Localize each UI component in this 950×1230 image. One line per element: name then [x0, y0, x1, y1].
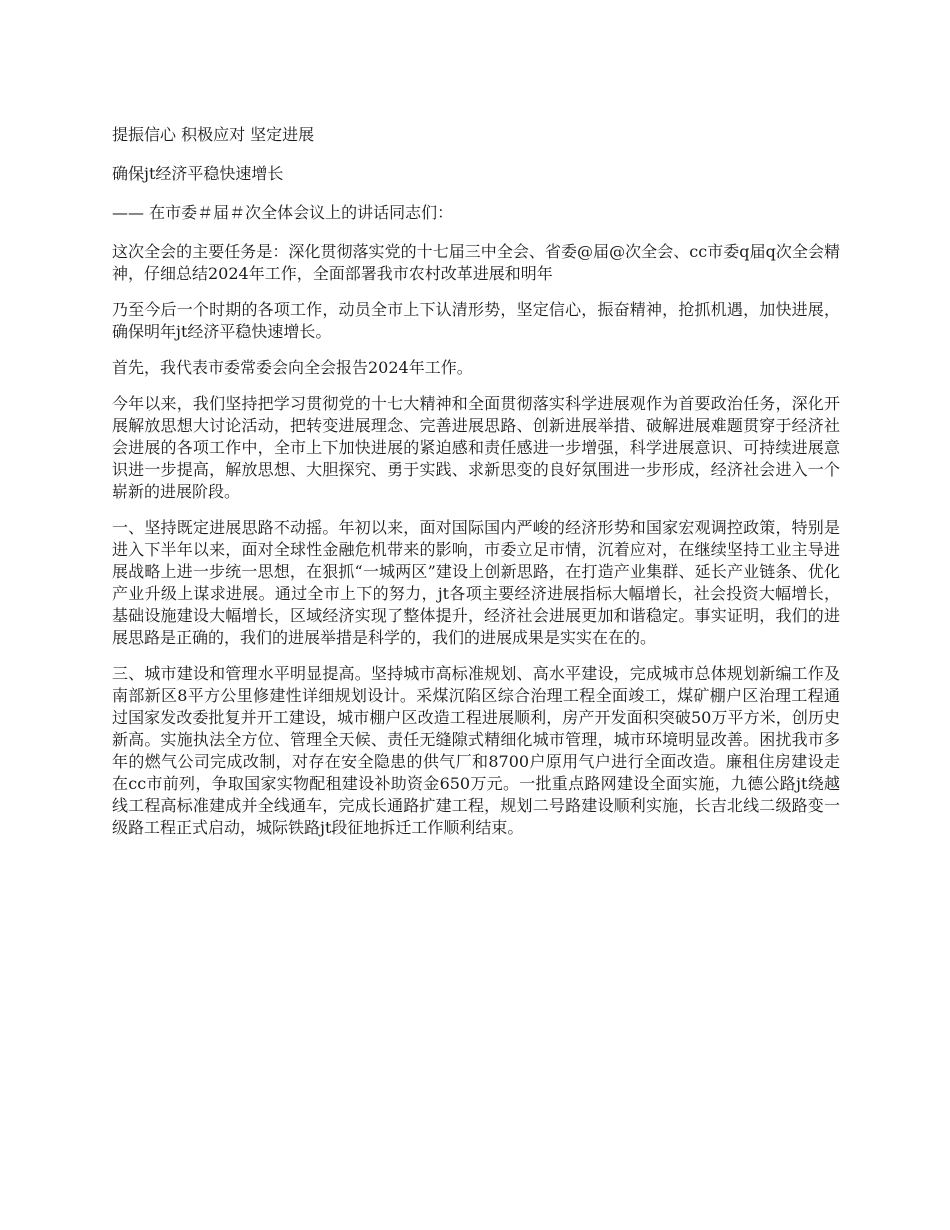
document-subtitle: —— 在市委＃届＃次全体会议上的讲话同志们： — [112, 203, 454, 222]
paragraph-6: 三、城市建设和管理水平明显提高。坚持城市高标准规划、高水平建设，完成城市总体规划新编工作及南部新区8平方公里修建性详细规划设计。采煤沉陷区综合治理工程全面竣工，煤矿棚户区治理工程通过国家发改委批复并开工建设，城市棚户区改造工程进展顺利，房产开发面积突破50万平方米，创历史新高。实施执法全方位、管理全天候、责任无缝隙式精细化城市管理，城市环境明显改善。困扰我市多年的燃气公司完成改制，对存在安全隐患的供气厂和8700户原用气户进行全面改造。廉租住房建设走在cc市前列，争取国家实物配租建设补助资金650万元。一批重点路网建设全面实施，九德公路jt绕越线工程高标准建成并全线通车，完成长通路扩建工程，规划二号路建设顺利实施，长吉北线二级路变一级路工程正式启动，城际铁路jt段征地拆迁工作顺利结束。 — [112, 664, 840, 837]
document-body — [112, 124, 840, 853]
paragraph-2: 乃至今后一个时期的各项工作，动员全市上下认清形势，坚定信心，振奋精神，抢抓机遇，加快进展，确保明年jt经济平稳快速增长。 — [112, 300, 840, 341]
paragraph-4: 今年以来，我们坚持把学习贯彻党的十七大精神和全面贯彻落实科学进展观作为首要政治任务，深化开展解放思想大讨论活动，把转变进展理念、完善进展思路、创新进展举措、破解进展难题贯穿于经济社会进展的各项工作中，全市上下加快进展的紧迫感和责任感进一步增强，科学进展意识、可持续进展意识进一步提高，解放思想、大胆探究、勇于实践、求新思变的良好氛围进一步形成，经济社会进入一个崭新的进展阶段。 — [112, 394, 840, 501]
paragraph-1: 这次全会的主要任务是：深化贯彻落实党的十七届三中全会、省委@届@次全会、cc市委q届q次全会精神，仔细总结2024年工作，全面部署我市农村改革进展和明年 — [112, 242, 840, 283]
document-title-line-2: 确保jt经济平稳快速增长 — [112, 164, 284, 183]
paragraph-5: 一、坚持既定进展思路不动摇。年初以来，面对国际国内严峻的经济形势和国家宏观调控政策，特别是进入下半年以来，面对全球性金融危机带来的影响，市委立足市情，沉着应对，在继续坚持工业主导进展战略上进一步统一思想，在狠抓“一城两区”建设上创新思路，在打造产业集群、延长产业链条、优化产业升级上谋求进展。通过全市上下的努力，jt各项主要经济进展指标大幅增长，社会投资大幅增长，基础设施建设大幅增长，区域经济实现了整体提升，经济社会进展更加和谐稳定。事实证明，我们的进展思路是正确的，我们的进展举措是科学的，我们的进展成果是实实在在的。 — [112, 518, 840, 647]
paragraph-3: 首先，我代表市委常委会向全会报告2024年工作。 — [112, 358, 473, 377]
document-title-line-1: 提振信心 积极应对 坚定进展 — [112, 125, 315, 144]
